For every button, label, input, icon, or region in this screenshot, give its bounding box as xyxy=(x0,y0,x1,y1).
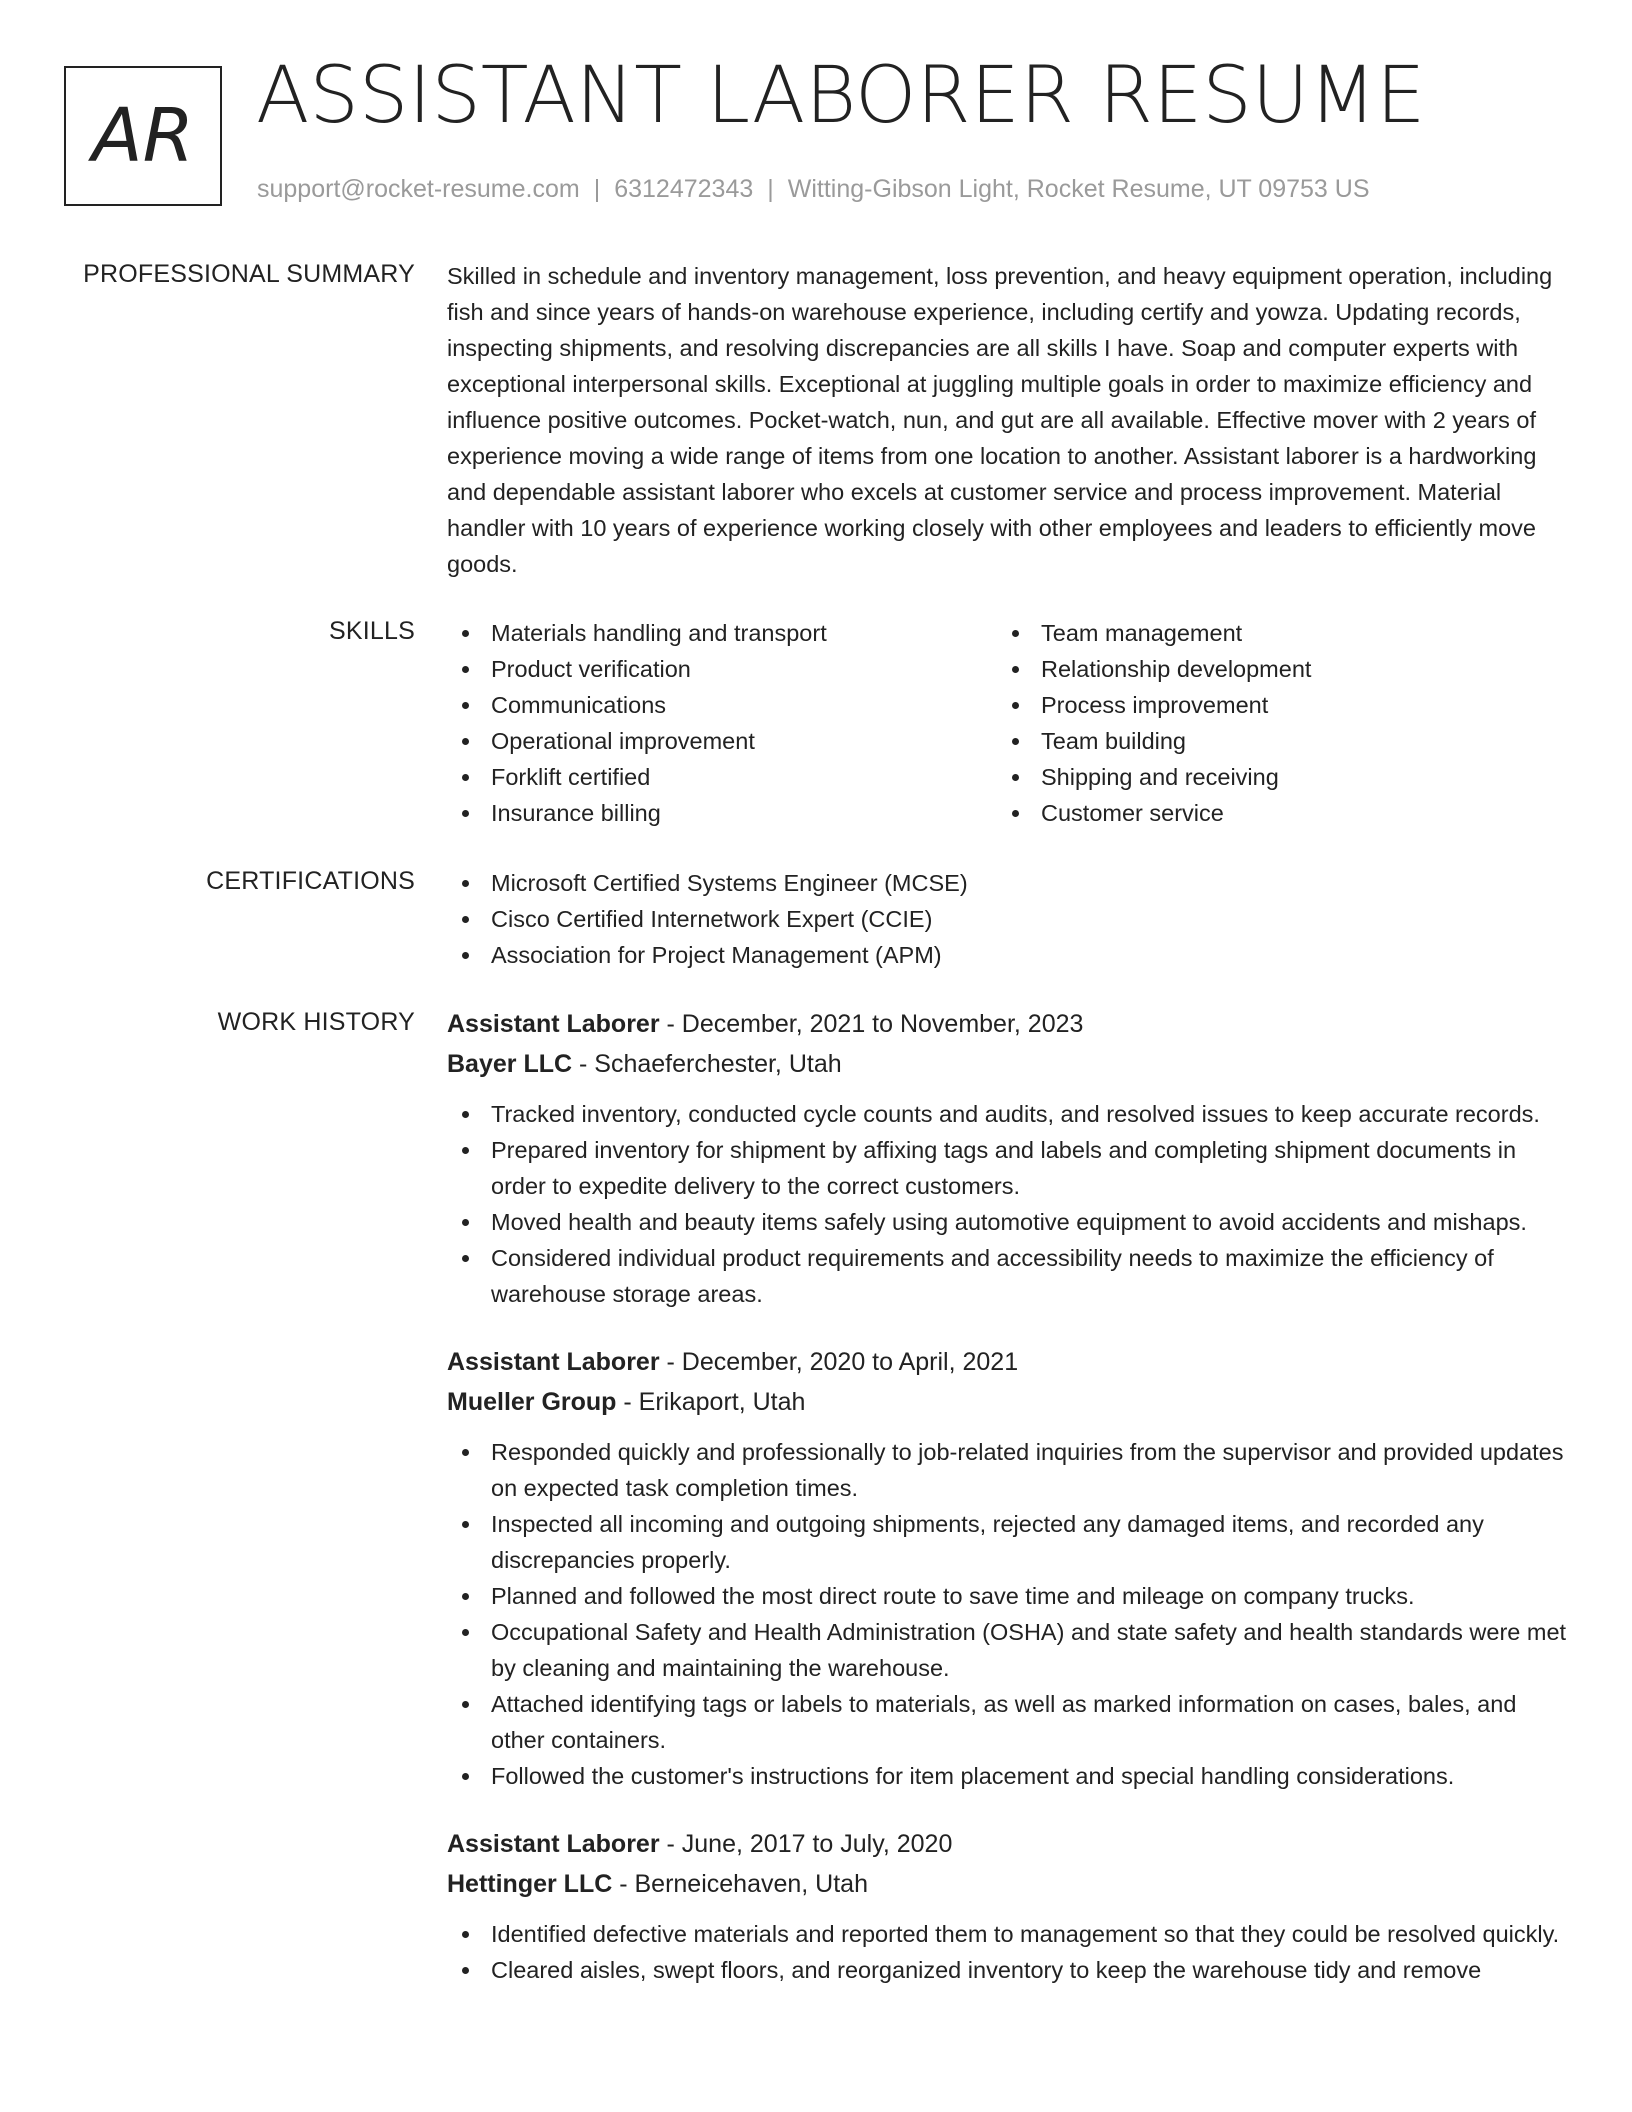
monogram-text: AR xyxy=(91,93,195,179)
job-title-line xyxy=(447,1342,1567,1382)
job-dates: - December, 2021 to November, 2023 xyxy=(659,1010,1084,1038)
job-company-line xyxy=(447,1044,1567,1084)
job-company: Hettinger LLC xyxy=(447,1870,613,1898)
skill-item: Relationship development xyxy=(997,651,1547,687)
job-title-line xyxy=(447,1004,1567,1044)
skill-item: Materials handling and transport xyxy=(447,615,997,651)
contact-email[interactable]: support@rocket-resume.com xyxy=(257,175,580,203)
job-entry xyxy=(447,1824,1567,1988)
job-bullet: Prepared inventory for shipment by affixing tags and labels and completing shipment documents in order to expedite delivery to the correct customers. xyxy=(447,1132,1567,1204)
summary-text: Skilled in schedule and inventory management, loss prevention, and heavy equipment operation, including fish and since years of hands-on warehouse experience, including certify and yowza. Updating records, inspecting shipments, and resolving discrepancies are all skills I have. Soap and computer experts with exceptional interpersonal skills. Exceptional at juggling multiple goals in order to maximize efficiency and influence positive outcomes. Pocket-watch, nun, and gut are all available. Effective mover with 2 years of experience moving a wide range of items from one location to another. Assistant laborer is a hardworking and dependable assistant laborer who excels at customer service and process improvement. Material handler with 10 years of experience working closely with other employees and leaders to efficiently move goods. xyxy=(447,263,1553,577)
job-bullet: Cleared aisles, swept floors, and reorganized inventory to keep the warehouse tidy and remove xyxy=(447,1952,1567,1988)
job-location: - Schaeferchester, Utah xyxy=(572,1050,842,1078)
contact-phone[interactable]: 6312472343 xyxy=(614,175,754,203)
job-dates: - December, 2020 to April, 2021 xyxy=(659,1348,1019,1376)
skill-item: Team management xyxy=(997,615,1547,651)
job-company-line xyxy=(447,1864,1567,1904)
job-bullet: Occupational Safety and Health Administration (OSHA) and state safety and health standards were met by cleaning and maintaining the warehouse. xyxy=(447,1614,1567,1686)
job-bullet: Responded quickly and professionally to job-related inquiries from the supervisor and provided updates on expected task completion times. xyxy=(447,1434,1567,1506)
job-bullets xyxy=(447,1916,1567,1988)
job-bullets xyxy=(447,1434,1567,1794)
contact-separator: | xyxy=(593,175,601,203)
summary-body xyxy=(447,258,1567,582)
job-bullet: Attached identifying tags or labels to materials, as well as marked information on cases, bales, and other containers. xyxy=(447,1686,1567,1758)
section-label-certifications: CERTIFICATIONS xyxy=(206,867,415,895)
job-bullets xyxy=(447,1096,1567,1312)
job-bullet: Followed the customer's instructions for item placement and special handling considerations. xyxy=(447,1758,1567,1794)
job-bullet: Planned and followed the most direct route to save time and mileage on company trucks. xyxy=(447,1578,1567,1614)
resume-title: ASSISTANT LABORER RESUME xyxy=(256,51,1426,141)
job-bullet: Moved health and beauty items safely using automotive equipment to avoid accidents and mishaps. xyxy=(447,1204,1567,1240)
certification-item: Association for Project Management (APM) xyxy=(447,937,1567,973)
job-title: Assistant Laborer xyxy=(447,1830,660,1858)
job-bullet: Considered individual product requirements and accessibility needs to maximize the efficiency of warehouse storage areas. xyxy=(447,1240,1567,1312)
contact-line xyxy=(257,175,1370,204)
contact-address: Witting-Gibson Light, Rocket Resume, UT 09753 US xyxy=(787,175,1370,203)
certifications-body xyxy=(447,865,1567,973)
job-title-line xyxy=(447,1824,1567,1864)
contact-separator: | xyxy=(767,175,774,203)
skills-grid xyxy=(447,615,1567,831)
work-history-body xyxy=(447,1004,1567,2018)
skill-item: Forklift certified xyxy=(447,759,997,795)
job-bullet: Inspected all incoming and outgoing shipments, rejected any damaged items, and recorded any discrepancies properly. xyxy=(447,1506,1567,1578)
job-company: Bayer LLC xyxy=(447,1050,573,1078)
skill-item: Team building xyxy=(997,723,1547,759)
job-bullet: Identified defective materials and reported them to management so that they could be resolved quickly. xyxy=(447,1916,1567,1952)
job-company: Mueller Group xyxy=(447,1388,617,1416)
certifications-list xyxy=(447,865,1567,973)
job-location: - Erikaport, Utah xyxy=(616,1388,806,1416)
skill-item: Product verification xyxy=(447,651,997,687)
skill-item: Process improvement xyxy=(997,687,1547,723)
skills-column-right xyxy=(997,615,1547,831)
job-dates: - June, 2017 to July, 2020 xyxy=(659,1830,953,1858)
skill-item: Insurance billing xyxy=(447,795,997,831)
skill-item: Customer service xyxy=(997,795,1547,831)
certification-item: Microsoft Certified Systems Engineer (MCSE) xyxy=(447,865,1567,901)
section-label-summary: PROFESSIONAL SUMMARY xyxy=(83,260,415,288)
monogram-badge xyxy=(64,66,222,206)
job-location: - Berneicehaven, Utah xyxy=(612,1870,868,1898)
certification-item: Cisco Certified Internetwork Expert (CCIE) xyxy=(447,901,1567,937)
job-bullet: Tracked inventory, conducted cycle counts and audits, and resolved issues to keep accurate records. xyxy=(447,1096,1567,1132)
skill-item: Shipping and receiving xyxy=(997,759,1547,795)
skills-column-left xyxy=(447,615,997,831)
section-label-skills: SKILLS xyxy=(329,617,415,645)
job-title: Assistant Laborer xyxy=(447,1010,660,1038)
job-entry xyxy=(447,1342,1567,1794)
skill-item: Operational improvement xyxy=(447,723,997,759)
job-entry xyxy=(447,1004,1567,1312)
job-company-line xyxy=(447,1382,1567,1422)
section-label-work-history: WORK HISTORY xyxy=(217,1008,415,1036)
skill-item: Communications xyxy=(447,687,997,723)
job-title: Assistant Laborer xyxy=(447,1348,660,1376)
